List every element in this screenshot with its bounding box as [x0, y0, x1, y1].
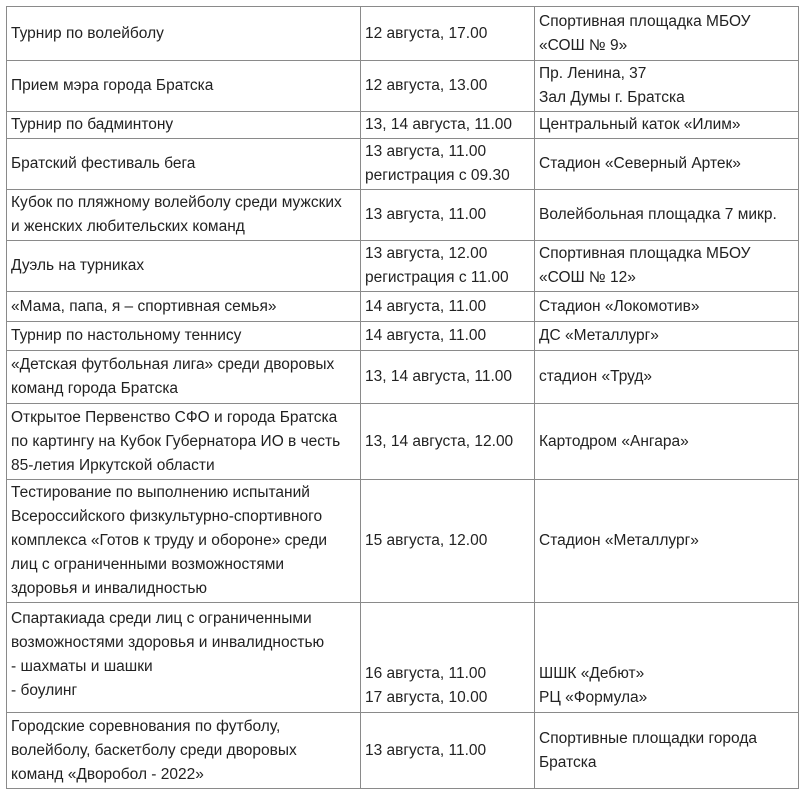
place-text: Пр. Ленина, 37 — [539, 65, 647, 82]
place-cell — [535, 404, 799, 480]
place-text: ДС «Металлург» — [539, 327, 659, 344]
place-cell — [535, 7, 799, 61]
date-text: 13, 14 августа, 11.00 — [365, 116, 513, 133]
date-text: регистрация с 11.00 — [365, 269, 509, 286]
date-text: 13, 14 августа, 11.00 — [365, 368, 513, 385]
date-text: 17 августа, 10.00 — [365, 689, 488, 706]
date-cell — [361, 322, 535, 351]
event-text: Открытое Первенство СФО и города Братска — [11, 408, 338, 426]
table-row — [7, 404, 799, 480]
event-cell — [7, 603, 361, 713]
date-text: 12 августа, 13.00 — [365, 77, 488, 94]
event-cell — [7, 480, 361, 603]
place-text: Спортивные площадки города — [539, 729, 757, 747]
date-cell — [361, 112, 535, 139]
place-cell — [535, 139, 799, 190]
event-text: команд города Братска — [11, 380, 179, 397]
event-text: Городские соревнования по футболу, — [11, 717, 281, 735]
event-cell — [7, 351, 361, 404]
place-cell — [535, 61, 799, 112]
place-text: Зал Думы г. Братска — [539, 89, 685, 106]
date-cell — [361, 139, 535, 190]
table-row — [7, 7, 799, 61]
event-text: команд «Дворобол - 2022» — [11, 765, 204, 783]
place-cell — [535, 112, 799, 139]
date-cell — [361, 603, 535, 713]
event-text: Дуэль на турниках — [11, 257, 145, 274]
event-text: Всероссийского физкультурно-спортивного — [11, 508, 323, 525]
event-text: Братский фестиваль бега — [11, 155, 196, 172]
event-cell — [7, 112, 361, 139]
place-text: Стадион «Северный Артек» — [539, 155, 741, 172]
table-row — [7, 292, 799, 322]
place-text: Центральный каток «Илим» — [539, 116, 741, 133]
date-cell — [361, 351, 535, 404]
date-cell — [361, 292, 535, 322]
place-cell — [535, 190, 799, 241]
place-text: Волейбольная площадка 7 микр. — [539, 206, 777, 223]
place-cell — [535, 241, 799, 292]
place-cell — [535, 603, 799, 713]
place-text: «СОШ № 12» — [539, 269, 636, 286]
event-text: комплекса «Готов к труду и обороне» среди — [11, 532, 328, 549]
event-text: Турнир по волейболу — [11, 24, 164, 42]
event-text: Прием мэра города Братска — [11, 77, 214, 94]
date-cell — [361, 480, 535, 603]
event-text: здоровья и инвалидностью — [11, 580, 208, 597]
table-row — [7, 351, 799, 404]
place-text: «СОШ № 9» — [539, 36, 628, 54]
date-cell — [361, 713, 535, 789]
event-cell — [7, 190, 361, 241]
event-cell — [7, 404, 361, 480]
event-cell — [7, 322, 361, 351]
event-cell — [7, 139, 361, 190]
date-text: 13 августа, 11.00 — [365, 741, 487, 759]
event-text: Спартакиада среди лиц с ограниченными — [11, 610, 312, 627]
date-text: 12 августа, 17.00 — [365, 24, 488, 42]
event-cell — [7, 713, 361, 789]
event-text: Турнир по настольному теннису — [11, 327, 242, 344]
date-text: 16 августа, 11.00 — [365, 665, 487, 682]
event-text: волейболу, баскетболу среди дворовых — [11, 741, 297, 759]
schedule-body — [7, 7, 799, 789]
date-cell — [361, 7, 535, 61]
place-text: Спортивная площадка МБОУ — [539, 12, 751, 30]
table-row — [7, 322, 799, 351]
event-cell — [7, 241, 361, 292]
table-row — [7, 713, 799, 789]
place-text: Картодром «Ангара» — [539, 432, 689, 450]
event-text: Кубок по пляжному волейболу среди мужских — [11, 194, 342, 211]
event-cell — [7, 292, 361, 322]
place-text: стадион «Труд» — [539, 368, 653, 385]
table-row — [7, 480, 799, 603]
event-text: и женских любительских команд — [11, 218, 245, 235]
table-row — [7, 603, 799, 713]
place-cell — [535, 480, 799, 603]
date-text: 13 августа, 11.00 — [365, 206, 487, 223]
date-cell — [361, 61, 535, 112]
table-row — [7, 190, 799, 241]
date-cell — [361, 190, 535, 241]
place-text: ШШК «Дебют» — [539, 665, 645, 682]
event-text: лиц с ограниченными возможностями — [11, 556, 285, 573]
event-text: по картингу на Кубок Губернатора ИО в честь — [11, 432, 341, 450]
table-row — [7, 241, 799, 292]
place-text: Стадион «Металлург» — [539, 532, 699, 549]
date-cell — [361, 404, 535, 480]
place-cell — [535, 351, 799, 404]
event-text: «Мама, папа, я – спортивная семья» — [11, 297, 277, 315]
date-text: 13, 14 августа, 12.00 — [365, 432, 514, 450]
event-text: Тестирование по выполнению испытаний — [11, 484, 310, 501]
date-text: 14 августа, 11.00 — [365, 297, 487, 315]
event-text: «Детская футбольная лига» среди дворовых — [11, 356, 335, 373]
event-cell — [7, 7, 361, 61]
table-row — [7, 139, 799, 190]
event-text: - боулинг — [11, 682, 78, 699]
event-text: возможностями здоровья и инвалидностью — [11, 634, 325, 651]
place-text: Спортивная площадка МБОУ — [539, 245, 751, 262]
place-text: РЦ «Формула» — [539, 689, 648, 706]
table-row — [7, 61, 799, 112]
table-row — [7, 112, 799, 139]
event-text: Турнир по бадминтону — [11, 116, 174, 133]
date-text: 14 августа, 11.00 — [365, 327, 487, 344]
place-cell — [535, 322, 799, 351]
date-cell — [361, 241, 535, 292]
date-text: 13 августа, 11.00 — [365, 143, 487, 160]
date-text: 15 августа, 12.00 — [365, 532, 488, 549]
event-text: - шахматы и шашки — [11, 658, 153, 675]
place-cell — [535, 713, 799, 789]
event-cell — [7, 61, 361, 112]
event-text: 85-летия Иркутской области — [11, 456, 215, 474]
event-schedule-table — [6, 6, 799, 789]
date-text: регистрация с 09.30 — [365, 167, 510, 184]
place-cell — [535, 292, 799, 322]
date-text: 13 августа, 12.00 — [365, 245, 488, 262]
place-text: Стадион «Локомотив» — [539, 297, 700, 315]
place-text: Братска — [539, 753, 597, 771]
